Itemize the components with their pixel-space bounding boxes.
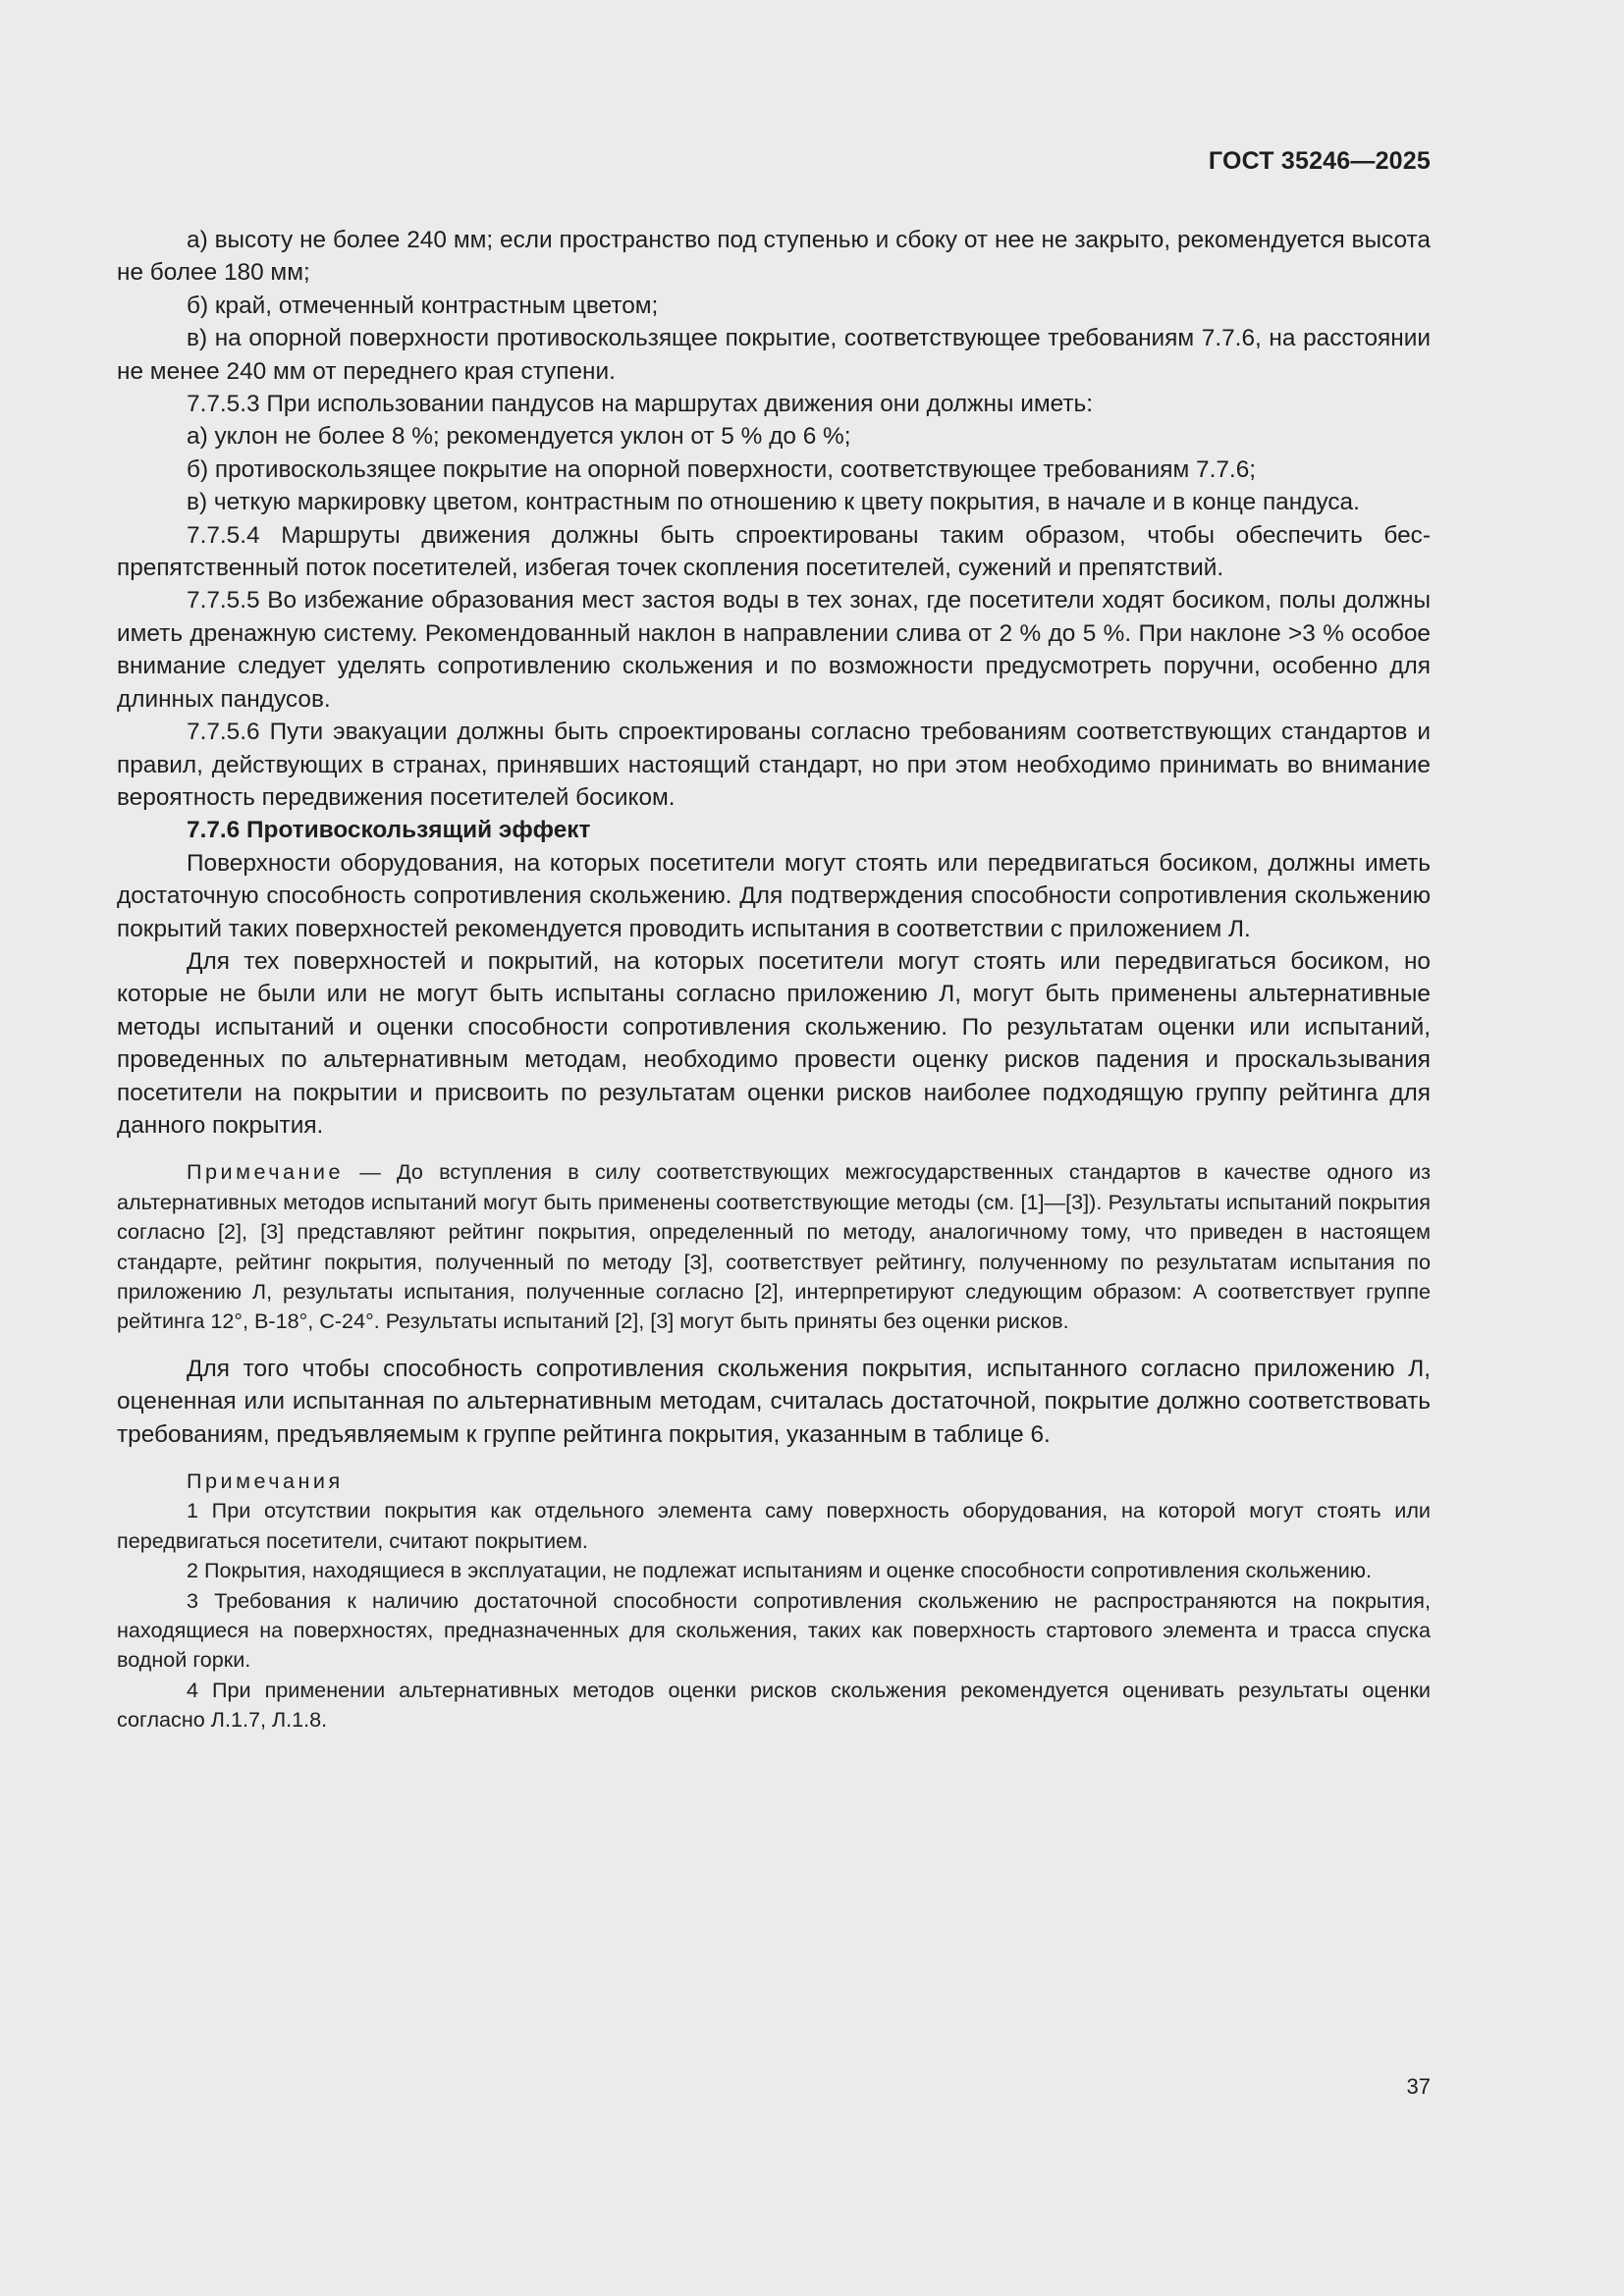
note-label: Примечание bbox=[187, 1159, 344, 1185]
list-item-a-height: а) высоту не более 240 мм; если пространство под ступенью и сбоку от нее не закрыто, рекомендуется высота не более 180 мм; bbox=[117, 227, 1431, 287]
notes-label: Примечания bbox=[187, 1468, 344, 1494]
list-item-a-slope: а) уклон не более 8 %; рекомендуется уклон от 5 % до 6 %; bbox=[187, 423, 851, 451]
document-header: ГОСТ 35246—2025 bbox=[1208, 147, 1431, 175]
list-item-b-edge: б) край, отмеченный контрастным цветом; bbox=[187, 292, 659, 319]
note-item-4: 4 При применении альтернативных методов оценки рисков скольжения рекомендуется оценивать результаты оценки согласно Л.1.7, Л.1.8. bbox=[117, 1677, 1431, 1733]
list-item-v-marking: в) четкую маркировку цветом, контрастным по отношению к цвету покрытия, в начале и в конце пандуса. bbox=[187, 489, 1360, 516]
page-number: 37 bbox=[1406, 2074, 1431, 2099]
list-item-v-coating: в) на опорной поверхности противоскользящее покрытие, соответствующее требованиям 7.7.6, на расстоянии не менее 240 мм от переднего края ступени. bbox=[117, 325, 1431, 385]
note-item-2: 2 Покрытия, находящиеся в эксплуатации, не подлежат испытаниям и оценке способности сопротивления скольжению. bbox=[187, 1558, 1373, 1583]
section-heading-7-7-6: 7.7.6 Противоскользящий эффект bbox=[187, 817, 591, 844]
paragraph-surfaces: Поверхности оборудования, на которых посетители могут стоять или передвигаться босиком, должны иметь достаточную способность сопротивления скольжению. Для подтверждения способности сопротивления скольжению покрытий таких поверхностей рекомендуется проводить испытания в соответствии с приложением Л. bbox=[117, 849, 1431, 942]
clause-7-7-5-4: 7.7.5.4 Маршруты движения должны быть спроектированы таким образом, чтобы обеспечить беспрепятственный поток посетителей, избегая точек скопления посетителей, сужений и препятствий. bbox=[117, 521, 1431, 582]
clause-7-7-5-5: 7.7.5.5 Во избежание образования мест застоя воды в тех зонах, где посетители ходят босиком, полы должны иметь дренажную систему. Рекомендованный наклон в направлении слива от 2 % до 5 %. При наклоне >3 % особое внимание следует уделять сопротивлению скольжения и по возможности предусмотреть поручни, особенно для длинных пандусов. bbox=[117, 587, 1431, 713]
clause-7-7-5-6: 7.7.5.6 Пути эвакуации должны быть спроектированы согласно требованиям соответствующих стандартов и правил, действующих в странах, принявших настоящий стандарт, но при этом необходимо принимать во внимание вероятность передвижения посетителей босиком. bbox=[117, 719, 1431, 811]
note-item-1: 1 При отсутствии покрытия как отдельного элемента саму поверхность оборудования, на которой могут стоять или передвигаться посетители, считают покрытием. bbox=[117, 1498, 1431, 1553]
document-body bbox=[117, 224, 1431, 1735]
list-item-b-antislip: б) противоскользящее покрытие на опорной поверхности, соответствующее требованиям 7.7.6; bbox=[187, 455, 1257, 483]
note-text: — До вступления в силу соответствующих межгосударственных стандартов в качестве одного из альтернативных методов испытаний могут быть применены соответствующие методы (см. [1]—[3]). Результаты испытаний покрытия согласно [2], [3] представляют рейтинг покрытия, определенный по методу, аналогичному тому, что приведен в настоящем стандарте, рейтинг покрытия, полученный по методу [3], соответствует рейтингу, полученному по результатам испытания по приложению Л, результаты испытания, полученные согласно [2], интерпретируют следующим образом: А соответствует группе рейтинга 12°, B-18°, C-24°. Результаты испытаний [2], [3] могут быть приняты без оценки рисков. bbox=[117, 1159, 1431, 1334]
spacer bbox=[117, 1451, 1431, 1467]
notes-heading bbox=[117, 1467, 1431, 1496]
spacer bbox=[117, 1337, 1431, 1353]
paragraph-alternative-methods: Для тех поверхностей и покрытий, на которых посетители могут стоять или передвигаться босиком, но которые не были или не могут быть испытаны согласно приложению Л, могут быть применены альтернативные методы испытаний и оценки способности сопротивления скольжению. По результатам оценки или испытаний, проведенных по альтернативным методам, необходимо провести оценку рисков падения и проскальзывания посетители на покрытии и присвоить по результатам оценки рисков наиболее подходящую группу рейтинга для данного покрытия. bbox=[117, 947, 1431, 1139]
paragraph-sufficient-resistance: Для того чтобы способность сопротивления скольжения покрытия, испытанного согласно приложению Л, оцененная или испытанная по альтернативным методам, считалась достаточной, покрытие должно соответствовать требованиям, предъявляемым к группе рейтинга покрытия, указанным в таблице 6. bbox=[117, 1355, 1431, 1448]
spacer bbox=[117, 1142, 1431, 1157]
note-item-3: 3 Требования к наличию достаточной способности сопротивления скольжению не распространяются на покрытия, находящиеся на поверхностях, предназначенных для скольжения, таких как поверхность стартового элемента и трасса спуска водной горки. bbox=[117, 1587, 1431, 1673]
note-paragraph bbox=[117, 1157, 1431, 1336]
clause-7-7-5-3: 7.7.5.3 При использовании пандусов на маршрутах движения они должны иметь: bbox=[187, 391, 1094, 418]
